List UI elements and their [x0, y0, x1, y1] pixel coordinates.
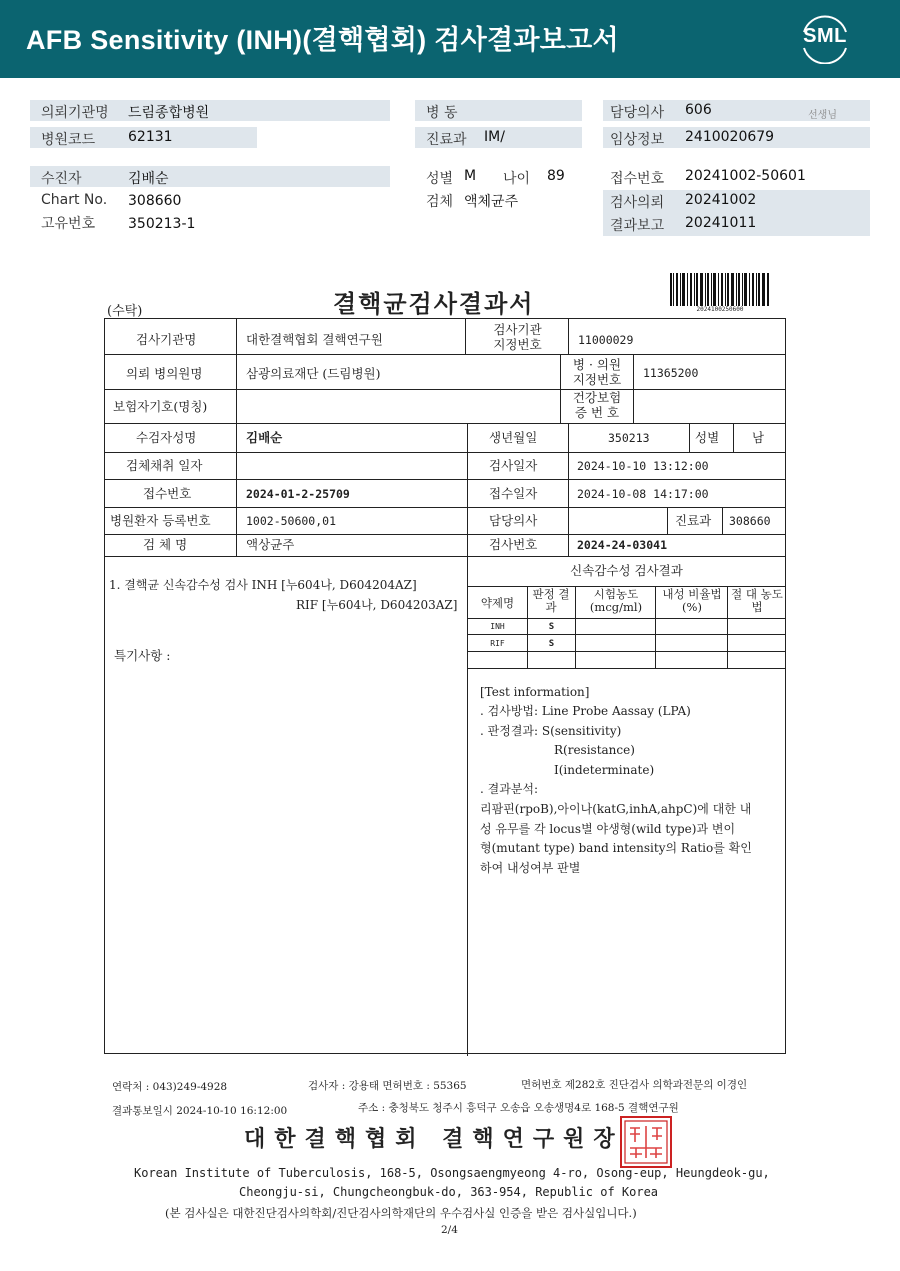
dept-value-doc: 308660 [729, 514, 771, 528]
english-address-2: Cheongju-si, Chungcheongbuk-do, 363-954, Republic of Korea [239, 1185, 659, 1199]
req-hosp-value: 삼광의료재단 (드림병원) [246, 366, 381, 381]
age-label: 나이 [503, 171, 531, 187]
specimen-name-label: 검 체 명 [143, 537, 188, 552]
grid-line [104, 423, 786, 424]
result-form-frame [104, 318, 786, 1054]
chart-value: 308660 [128, 193, 182, 209]
hospital-code-value: 62131 [128, 129, 173, 145]
logo-text: SML [803, 25, 847, 47]
grid-line [467, 634, 786, 635]
receipt-label: 접수번호 [610, 171, 665, 187]
grid-line [733, 423, 734, 452]
grid-line [104, 389, 786, 390]
result-row-result: S [548, 622, 555, 632]
results-section-title: 신속감수성 검사결과 [570, 563, 683, 578]
grid-line [568, 423, 569, 534]
grid-line [689, 423, 690, 452]
note-line: R(resistance) [554, 743, 635, 757]
grid-line [465, 318, 466, 354]
grid-line [633, 354, 634, 423]
receipt-date-value: 2024-10-08 14:17:00 [577, 487, 709, 501]
test-date-value: 2024-10-10 13:12:00 [577, 459, 709, 473]
organization-name: 대한결핵협회 결핵연구원장 [244, 1126, 624, 1152]
dept-label-doc: 진료과 [675, 513, 712, 528]
patient-label: 수진자 [41, 171, 82, 187]
test-item-line-1: 1. 결핵균 신속감수성 검사 INH [누604나, D604204AZ] [109, 578, 417, 592]
report-date-label: 결과보고 [610, 218, 665, 234]
lab-name-label: 검사기관명 [136, 332, 197, 347]
result-row-drug: RIF [490, 639, 505, 648]
hosp-code-label-1: 병 · 의원 [572, 357, 622, 372]
dob-value: 350213 [608, 431, 650, 445]
note-line: . 결과분석: [480, 782, 539, 796]
unique-value: 350213-1 [128, 216, 196, 232]
test-no-label: 검사번호 [489, 537, 538, 552]
ward-label: 병 동 [426, 105, 458, 121]
report-header-bar [0, 0, 900, 78]
ordering-org-label: 의뢰기관명 [41, 105, 109, 121]
doctor-suffix: 선생님 [808, 110, 837, 121]
reg-no-label: 병원환자 등록번호 [110, 513, 211, 528]
col-ratio: 내성 비율법(%) [662, 587, 722, 614]
doctor-label: 담당의사 [610, 105, 665, 121]
info-band [30, 166, 390, 187]
dept-value: IM/ [484, 129, 505, 145]
english-address-1: Korean Institute of Tuberculosis, 168-5, Osongsaengmyeong 4-ro, Osong-eup, Heungdeok-gu, [134, 1166, 770, 1180]
grid-line [667, 507, 668, 534]
specimen-value: 액체균주 [464, 194, 519, 210]
health-ins-label-2: 증 번 호 [574, 405, 620, 420]
page-number: 2/4 [441, 1224, 458, 1236]
sex-value-doc: 남 [752, 430, 765, 445]
hosp-code-value: 11365200 [643, 366, 699, 380]
col-abs: 절 대 농도법 [731, 587, 783, 614]
receipt-no-label: 접수번호 [143, 486, 192, 501]
chart-label: Chart No. [41, 192, 108, 208]
collect-label: 검체채취 일자 [126, 458, 203, 473]
result-row-result: S [548, 639, 555, 649]
report-title: AFB Sensitivity (INH)(결핵협회) 검사결과보고서 [26, 25, 619, 55]
document-title: 결핵균검사결과서 [333, 289, 535, 318]
sml-logo [796, 12, 854, 64]
grid-line [467, 651, 786, 652]
grid-line [467, 668, 786, 669]
col-drug: 약제명 [480, 596, 515, 610]
sex-value: M [464, 168, 477, 184]
col-result: 판정 결과 [532, 587, 570, 614]
name-label: 수검자성명 [136, 430, 197, 445]
reg-no-value: 1002-50600,01 [246, 514, 337, 528]
note-line: . 판정결과: S(sensitivity) [480, 724, 622, 738]
sex-label-doc: 성별 [695, 430, 720, 445]
note-line: [Test information] [480, 685, 590, 699]
grid-line [722, 507, 723, 534]
receipt-no-value: 2024-01-2-25709 [246, 487, 350, 501]
health-ins-label-1: 건강보험 [572, 390, 622, 405]
note-line: 성 유무를 각 locus별 야생형(wild type)과 변이 [480, 822, 736, 836]
request-value: 20241002 [685, 192, 757, 208]
test-item-line-2: RIF [누604나, D604203AZ] [296, 598, 458, 612]
report-date-value: 20241011 [685, 215, 757, 231]
doctor-value: 606 [685, 102, 712, 118]
grid-line [104, 534, 786, 535]
note-line: 하여 내성여부 판별 [480, 861, 581, 875]
grid-line [568, 318, 569, 354]
grid-line [104, 452, 786, 453]
official-seal [620, 1116, 672, 1168]
certification-note: (본 검사실은 대한진단검사의학회/진단검사의학재단의 우수검사실 인증을 받은 검사실입니다.) [165, 1206, 637, 1220]
grid-line [467, 618, 786, 619]
dept-label: 진료과 [426, 132, 467, 148]
lab-code-label-1: 검사기관 [493, 322, 542, 337]
note-line: I(indeterminate) [554, 763, 655, 777]
age-value: 89 [547, 168, 565, 184]
dob-label: 생년월일 [489, 430, 538, 445]
grid-line [236, 318, 237, 556]
specimen-label: 검체 [426, 194, 454, 210]
license: 면허번호 제282호 진단검사 의학과전문의 이경인 [521, 1079, 748, 1091]
clinical-label: 임상정보 [610, 132, 665, 148]
receipt-date-label: 접수일자 [489, 486, 538, 501]
note-line: . 검사방법: Line Probe Aassay (LPA) [480, 704, 691, 718]
grid-line [727, 586, 728, 668]
lab-name-value: 대한결핵협회 결핵연구원 [246, 332, 383, 347]
barcode-number: 2024100250600 [696, 306, 744, 313]
grid-line [104, 354, 786, 355]
lab-code-value: 11000029 [578, 333, 634, 347]
test-no-value: 2024-24-03041 [577, 538, 668, 552]
grid-line [560, 354, 561, 423]
note-line: 리팜핀(rpoB),아이나(katG,inhA,ahpC)에 대한 내 [480, 802, 752, 816]
col-conc: 시험농도 (mcg/ml) [589, 587, 643, 614]
unique-label: 고유번호 [41, 216, 96, 232]
consignment-label: (수탁) [107, 304, 143, 319]
grid-line [104, 507, 786, 508]
receipt-value: 20241002-50601 [685, 168, 806, 184]
grid-line [467, 423, 468, 1056]
result-row-drug: INH [490, 622, 505, 631]
hospital-code-label: 병원코드 [41, 132, 96, 148]
lab-code-label-2: 지정번호 [493, 337, 542, 352]
remarks-label: 특기사항 : [114, 648, 171, 663]
grid-line [104, 479, 786, 480]
specimen-name-value: 액상균주 [246, 537, 295, 552]
grid-line [568, 534, 569, 556]
contact: 연락처 : 043)249-4928 [112, 1081, 228, 1093]
hosp-code-label-2: 지정번호 [572, 372, 622, 387]
test-date-label: 검사일자 [489, 458, 538, 473]
barcode [670, 273, 770, 306]
ordering-org-value: 드림종합병원 [128, 105, 210, 121]
request-label: 검사의뢰 [610, 195, 665, 211]
name-value: 김배순 [246, 430, 283, 445]
grid-line [655, 586, 656, 668]
req-hosp-label: 의뢰 병의원명 [126, 366, 203, 381]
grid-line [575, 586, 576, 668]
notice-date: 결과통보일시 2024-10-10 16:12:00 [112, 1105, 288, 1117]
patient-value: 김배순 [128, 171, 169, 187]
sex-label: 성별 [426, 171, 454, 187]
inspector: 검사자 : 강용태 면허번호 : 55365 [308, 1080, 467, 1092]
insured-label: 보험자기호(명칭) [113, 399, 208, 414]
clinical-value: 2410020679 [685, 129, 775, 145]
doctor-label-doc: 담당의사 [489, 513, 538, 528]
note-line: 형(mutant type) band intensity의 Ratio를 확인 [480, 841, 752, 855]
address: 주소 : 충청북도 청주시 흥덕구 오송읍 오송생명4로 168-5 결핵연구원 [358, 1102, 679, 1114]
grid-line [104, 556, 786, 557]
